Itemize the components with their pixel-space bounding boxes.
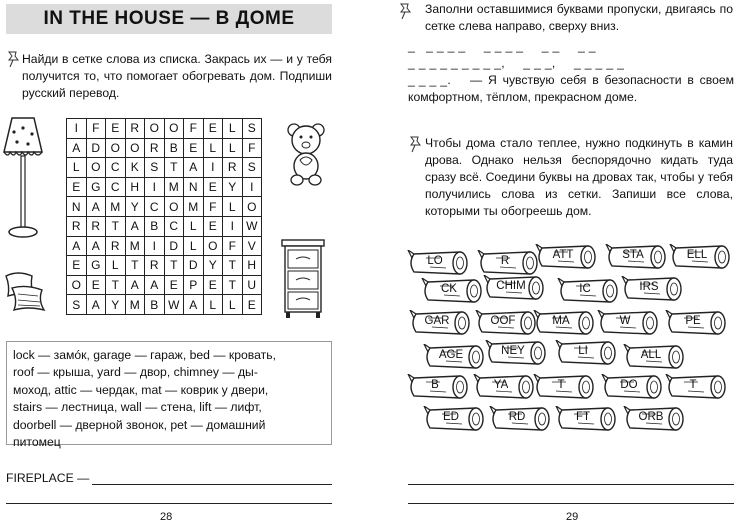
grid-cell[interactable]: I	[145, 236, 165, 256]
task-instruction-fill-blanks: Заполни оставшимися буквами пропуски, двигаясь по сетке слева направо, сверху вниз.	[425, 2, 733, 33]
grid-cell[interactable]: E	[203, 216, 223, 236]
grid-cell[interactable]: E	[242, 295, 262, 315]
grid-cell[interactable]: A	[86, 197, 106, 217]
word-search-grid	[66, 118, 262, 315]
grid-cell[interactable]: M	[184, 197, 204, 217]
grid-cell[interactable]: E	[86, 275, 106, 295]
grid-cell[interactable]: A	[86, 236, 106, 256]
teddy-bear-illustration	[286, 120, 326, 188]
grid-cell[interactable]: R	[223, 158, 243, 178]
grid-cell[interactable]: B	[164, 138, 184, 158]
log-syllable[interactable]: IC	[579, 283, 591, 295]
grid-cell[interactable]: I	[203, 158, 223, 178]
grid-row	[67, 216, 262, 236]
grid-cell[interactable]: I	[145, 177, 165, 197]
grid-cell[interactable]: E	[106, 119, 126, 139]
grid-cell[interactable]: M	[125, 295, 145, 315]
grid-cell[interactable]: M	[164, 177, 184, 197]
grid-cell[interactable]: D	[86, 138, 106, 158]
grid-cell[interactable]: N	[184, 177, 204, 197]
log-syllable[interactable]: T	[689, 379, 697, 391]
grid-cell[interactable]: F	[203, 197, 223, 217]
grid-cell[interactable]: R	[125, 119, 145, 139]
grid-cell[interactable]: Y	[106, 295, 126, 315]
grid-cell[interactable]: L	[184, 236, 204, 256]
grid-cell[interactable]: B	[145, 295, 165, 315]
grid-row	[67, 177, 262, 197]
grid-cell[interactable]: R	[67, 216, 87, 236]
blank-line[interactable]: _ _ _ _ _ _ _ _ _ _ _ _ _	[408, 39, 596, 53]
grid-row	[67, 119, 262, 139]
blank-line[interactable]: _ _ _ _.	[408, 73, 452, 87]
grid-cell[interactable]: E	[184, 138, 204, 158]
grid-cell[interactable]: A	[125, 216, 145, 236]
grid-cell[interactable]: G	[86, 177, 106, 197]
grid-row	[67, 138, 262, 158]
log-syllable[interactable]: R	[500, 255, 510, 267]
log-syllable[interactable]: CK	[441, 283, 457, 295]
grid-cell[interactable]: R	[86, 216, 106, 236]
log-syllable[interactable]: MA	[552, 315, 570, 327]
grid-cell[interactable]: W	[164, 295, 184, 315]
grid-cell[interactable]: T	[223, 256, 243, 276]
log-syllable[interactable]: OOF	[490, 315, 516, 327]
grid-cell[interactable]: Y	[223, 177, 243, 197]
answer-line[interactable]	[6, 503, 332, 504]
grid-cell[interactable]: E	[203, 177, 223, 197]
log-syllable[interactable]: FT	[575, 411, 591, 423]
grid-cell[interactable]: E	[67, 256, 87, 276]
page-number: 28	[160, 511, 173, 523]
grid-cell[interactable]: T	[164, 256, 184, 276]
grid-cell[interactable]: A	[86, 295, 106, 315]
grid-cell[interactable]: O	[164, 119, 184, 139]
grid-cell[interactable]: T	[125, 256, 145, 276]
grid-row	[67, 295, 262, 315]
grid-cell[interactable]: F	[223, 236, 243, 256]
grid-cell[interactable]: A	[145, 275, 165, 295]
grid-cell[interactable]: A	[67, 236, 87, 256]
grid-cell[interactable]: L	[184, 216, 204, 236]
floor-lamp-illustration	[2, 112, 44, 240]
grid-cell[interactable]: I	[223, 216, 243, 236]
grid-cell[interactable]: L	[67, 158, 87, 178]
grid-cell[interactable]: U	[242, 275, 262, 295]
grid-cell[interactable]: W	[242, 216, 262, 236]
grid-cell[interactable]: A	[184, 158, 204, 178]
answer-line[interactable]	[408, 503, 734, 504]
log-syllable[interactable]: STA	[622, 249, 644, 261]
grid-cell[interactable]: I	[242, 177, 262, 197]
grid-cell[interactable]: C	[106, 158, 126, 178]
task-instruction-logs: Чтобы дома стало теплее, нужно подкинуть в камин дрова. Однако нельзя беспорядочно кидать туда сразу всё. Соедини буквы на дровах так, чтобы у тебя получились слова из сетки. Запиши все слова, которыми ты обогреешь дом.	[425, 136, 733, 218]
log-syllable[interactable]: LO	[427, 255, 443, 267]
grid-cell[interactable]: B	[145, 216, 165, 236]
grid-cell[interactable]: N	[67, 197, 87, 217]
pushpin-icon	[408, 135, 424, 153]
chest-of-drawers-illustration	[280, 238, 326, 320]
grid-row	[67, 275, 262, 295]
right-page	[370, 0, 740, 527]
pillows-illustration	[2, 268, 48, 314]
grid-cell[interactable]: M	[125, 236, 145, 256]
grid-cell[interactable]: L	[223, 119, 243, 139]
log-syllable[interactable]: ED	[443, 411, 459, 423]
grid-cell[interactable]: M	[106, 197, 126, 217]
grid-cell[interactable]: L	[203, 295, 223, 315]
grid-cell[interactable]: L	[106, 256, 126, 276]
grid-cell[interactable]: T	[223, 275, 243, 295]
grid-cell[interactable]: O	[145, 119, 165, 139]
pushpin-icon	[6, 50, 22, 68]
grid-row	[67, 256, 262, 276]
grid-cell[interactable]: K	[125, 158, 145, 178]
fireplace-label: FIREPLACE —	[6, 471, 90, 485]
log-syllable[interactable]: B	[431, 379, 439, 391]
log-syllable[interactable]: CHIM	[496, 280, 526, 292]
log-syllable[interactable]: ORB	[638, 411, 664, 423]
grid-cell[interactable]: C	[106, 177, 126, 197]
log-syllable[interactable]: T	[557, 379, 565, 391]
grid-cell[interactable]: S	[242, 158, 262, 178]
word-list-line: lock — замóк, garage — гараж, bed — кровать,	[13, 348, 276, 362]
page-title: IN THE HOUSE — В ДОМЕ	[6, 4, 332, 34]
log-syllable[interactable]: IRS	[639, 281, 659, 293]
grid-cell[interactable]: H	[242, 256, 262, 276]
task-instruction: Найди в сетке слова из списка. Закрась их — и у тебя получится то, что помогает обогревать дом. Подпиши русский перевод.	[22, 52, 332, 100]
grid-cell[interactable]: T	[106, 216, 126, 236]
grid-cell[interactable]: T	[106, 275, 126, 295]
grid-cell[interactable]: L	[223, 197, 243, 217]
grid-cell[interactable]: F	[184, 119, 204, 139]
word-list-line: roof — крыша, yard — двор, chimney — ды-	[13, 365, 258, 380]
grid-cell[interactable]: L	[203, 138, 223, 158]
grid-row	[67, 236, 262, 256]
grid-cell[interactable]: F	[242, 138, 262, 158]
grid-cell[interactable]: L	[223, 295, 243, 315]
grid-cell[interactable]: O	[164, 197, 184, 217]
grid-cell[interactable]: T	[164, 158, 184, 178]
grid-cell[interactable]: G	[86, 256, 106, 276]
grid-cell[interactable]: A	[184, 295, 204, 315]
grid-cell[interactable]: R	[145, 138, 165, 158]
grid-cell[interactable]: F	[86, 119, 106, 139]
grid-cell[interactable]: V	[242, 236, 262, 256]
log-syllable[interactable]: ELL	[686, 249, 708, 261]
answer-line[interactable]	[92, 484, 332, 485]
word-list-line: stairs — лестница, wall — стена, lift — лифт,	[13, 400, 262, 415]
grid-cell[interactable]: E	[164, 275, 184, 295]
grid-cell[interactable]: O	[86, 158, 106, 178]
sentence-ending: — Я чувствую себя в безопасности в своем комфортном, тёплом, прекрасном доме.	[408, 73, 734, 104]
word-list-box	[6, 341, 332, 450]
grid-cell[interactable]: S	[145, 158, 165, 178]
log-syllable[interactable]: RD	[508, 411, 526, 423]
log-syllable[interactable]: NEY	[501, 345, 525, 357]
grid-cell[interactable]: P	[184, 275, 204, 295]
log-syllable[interactable]: DO	[620, 379, 638, 391]
grid-cell[interactable]: D	[164, 236, 184, 256]
pushpin-icon	[398, 2, 414, 20]
grid-cell[interactable]: R	[145, 256, 165, 276]
grid-cell[interactable]: R	[106, 236, 126, 256]
grid-cell[interactable]: Y	[125, 197, 145, 217]
grid-cell[interactable]: E	[203, 119, 223, 139]
grid-cell[interactable]: O	[67, 275, 87, 295]
grid-cell[interactable]: E	[67, 177, 87, 197]
grid-cell[interactable]: D	[184, 256, 204, 276]
grid-cell[interactable]: O	[106, 138, 126, 158]
log-syllable[interactable]: GAR	[424, 315, 450, 327]
grid-cell[interactable]: C	[164, 216, 184, 236]
grid-cell[interactable]: I	[67, 119, 87, 139]
page-number: 29	[566, 511, 579, 523]
answer-line[interactable]	[408, 484, 734, 485]
log-syllable[interactable]: W	[619, 315, 631, 327]
grid-cell[interactable]: O	[203, 236, 223, 256]
grid-cell[interactable]: S	[67, 295, 87, 315]
word-list-line: doorbell — дверной звонок, pet — домашний	[13, 417, 266, 432]
word-list-line: питомец	[13, 435, 61, 450]
grid-cell[interactable]: L	[223, 138, 243, 158]
grid-cell[interactable]: O	[125, 138, 145, 158]
blank-line[interactable]: _ _ _ _ _ _ _ _ _, _ _ _, _ _ _ _ _	[408, 56, 625, 70]
grid-cell[interactable]: A	[67, 138, 87, 158]
log-syllable[interactable]: AGE	[438, 349, 464, 361]
grid-cell[interactable]: A	[125, 275, 145, 295]
log-syllable[interactable]: YA	[493, 379, 509, 391]
log-syllable[interactable]: PE	[685, 315, 701, 327]
grid-cell[interactable]: O	[242, 197, 262, 217]
grid-cell[interactable]: E	[203, 275, 223, 295]
grid-cell[interactable]: S	[242, 119, 262, 139]
log-syllable[interactable]: ALL	[640, 349, 662, 361]
grid-cell[interactable]: H	[125, 177, 145, 197]
grid-cell[interactable]: Y	[203, 256, 223, 276]
log-syllable[interactable]: ATT	[552, 249, 574, 261]
grid-cell[interactable]: C	[145, 197, 165, 217]
grid-row	[67, 158, 262, 178]
log-syllable[interactable]: LI	[578, 345, 588, 357]
word-list-line: моход, attic — чердак, mat — коврик у двери,	[13, 382, 269, 397]
grid-row	[67, 197, 262, 217]
